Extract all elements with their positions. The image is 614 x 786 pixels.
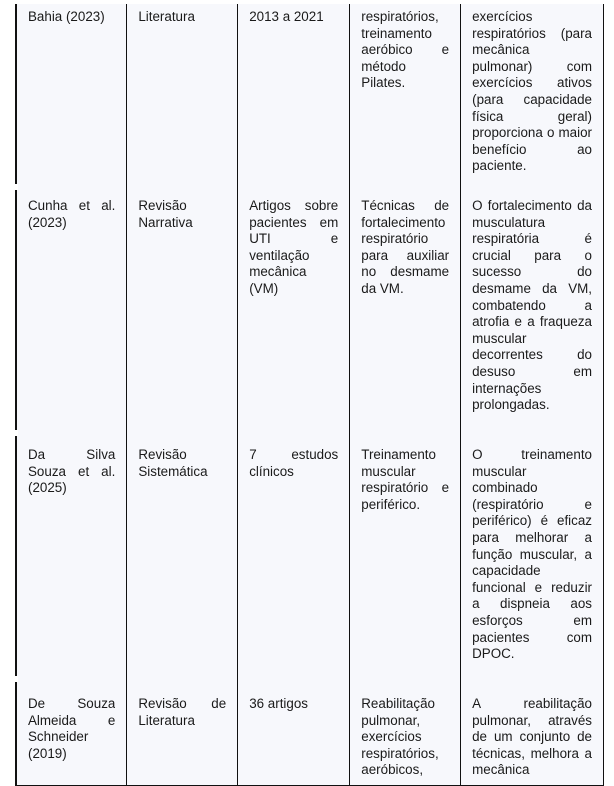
table-row <box>16 190 604 439</box>
sample-text: 2013 a 2021 <box>249 9 324 24</box>
cell-author <box>16 439 127 688</box>
result-text: O treinamento muscular combinado (respiratório e periférico) é eficaz para melhorar a função muscular, a capacidade funcional e reduzir a dispneia aos esforços em pacientes com DPOC. <box>472 447 592 662</box>
cell-author <box>16 688 127 786</box>
cell-sample <box>238 4 350 190</box>
cell-result <box>461 190 604 439</box>
study-type-text: Revisão Sistemática <box>138 447 208 479</box>
cell-result <box>461 688 604 786</box>
intervention-text: respiratórios, treinamento aeróbico e método Pilates. <box>361 9 450 91</box>
intervention-text: Reabilitação pulmonar, exercícios respiratórios, aeróbicos, <box>361 696 439 778</box>
result-text: exercícios respiratórios (para mecânica pulmonar) com exercícios ativos (para capacidade física geral) proporciona o maior benefício ao paciente. <box>472 9 592 174</box>
row-divider-gap <box>14 676 18 682</box>
study-type-text: Revisão Narrativa <box>138 198 193 230</box>
cell-study-type <box>127 4 238 190</box>
table-row <box>16 439 604 688</box>
cell-study-type <box>127 439 238 688</box>
sample-text: 36 artigos <box>249 696 308 711</box>
cell-sample <box>238 439 350 688</box>
cell-sample <box>238 190 350 439</box>
cell-author <box>16 4 127 190</box>
cell-study-type <box>127 688 238 786</box>
cell-sample <box>238 688 350 786</box>
row-divider-gap <box>14 430 18 436</box>
cell-result <box>461 439 604 688</box>
study-type-text: Revisão de Literatura <box>138 696 227 728</box>
cell-intervention <box>350 4 461 190</box>
sample-text: 7 estudos clínicos <box>249 447 339 479</box>
result-text: O fortalecimento da musculatura respiratória é crucial para o sucesso do desmame da VM, combatendo a atrofia e a fraqueza muscular decorrentes do desuso em internações prolongadas. <box>472 198 592 413</box>
row-divider-gap <box>14 184 18 190</box>
table-row <box>16 4 604 190</box>
studies-table <box>15 4 604 786</box>
author-text: Da Silva Souza et al. (2025) <box>28 447 116 496</box>
cell-study-type <box>127 190 238 439</box>
cell-intervention <box>350 439 461 688</box>
author-text: De Souza Almeida e Schneider (2019) <box>28 696 116 761</box>
author-text: Cunha et al. (2023) <box>28 198 116 230</box>
cell-author <box>16 190 127 439</box>
result-text: A reabilitação pulmonar, através de um conjunto de técnicas, melhora a mecânica <box>472 696 592 778</box>
cell-result <box>461 4 604 190</box>
intervention-text: Treinamento muscular respiratório e periférico. <box>361 447 450 512</box>
study-type-text: Literatura <box>138 9 195 24</box>
sample-text: Artigos sobre pacientes em UTI e ventilação mecânica (VM) <box>249 198 339 296</box>
table-row <box>16 688 604 786</box>
intervention-text: Técnicas de fortalecimento respiratório para auxiliar no desmame da VM. <box>361 198 450 296</box>
author-text: Bahia (2023) <box>28 9 105 24</box>
cell-intervention <box>350 688 461 786</box>
cell-intervention <box>350 190 461 439</box>
